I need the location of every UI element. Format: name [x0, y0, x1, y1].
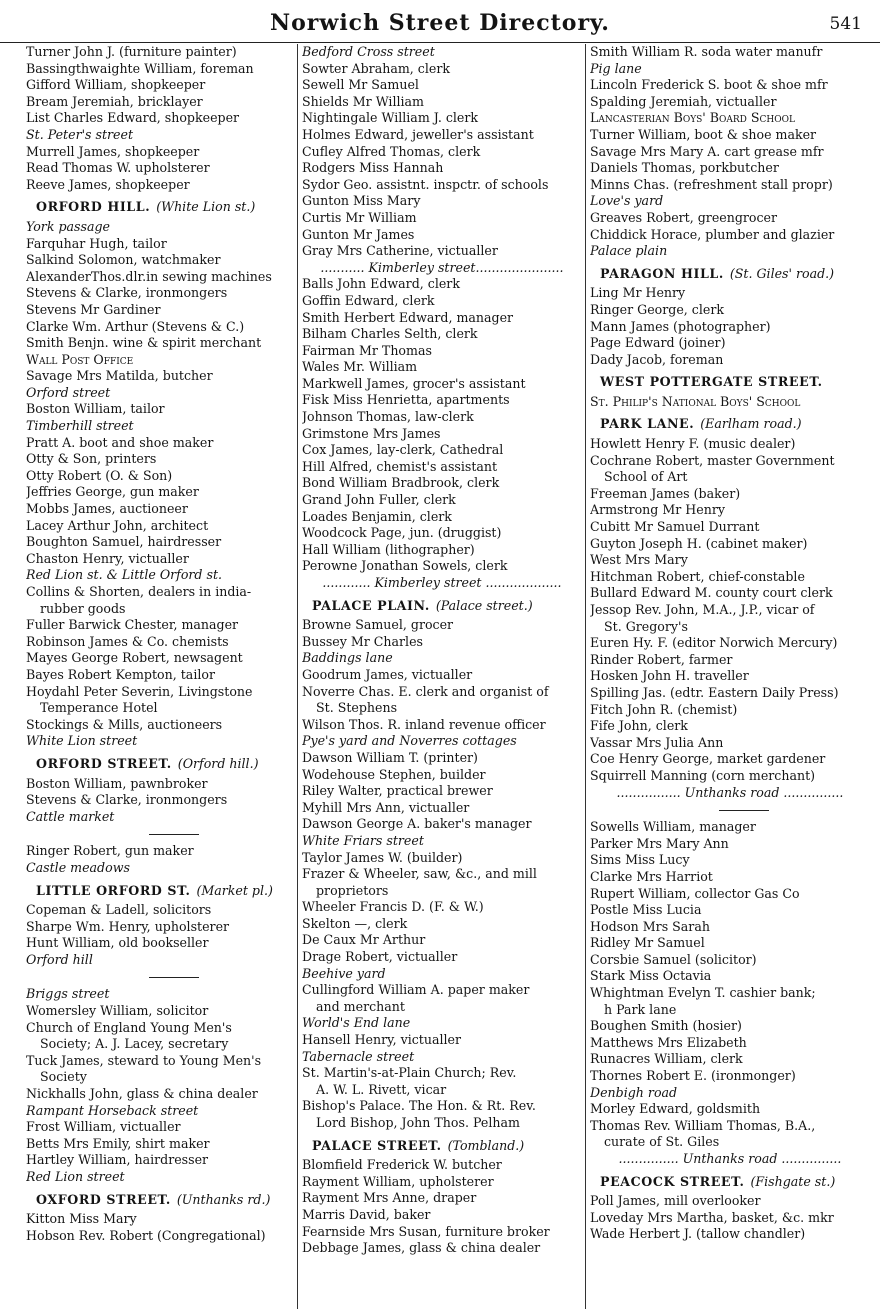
directory-entry: Grimstone Mrs James — [302, 425, 441, 441]
directory-entry: Hosken John H. traveller — [590, 668, 749, 684]
directory-entry: Collins & Shorten, dealers in india- — [26, 584, 252, 599]
sub-location-label: Pye's yard and Noverres cottages — [302, 733, 517, 749]
sub-location-label: World's End lane — [302, 1015, 411, 1031]
street-heading — [302, 1138, 582, 1155]
directory-entry: Ringer Robert, gun maker — [26, 843, 194, 859]
directory-entry: Reeve James, shopkeeper — [26, 176, 190, 192]
street-location: (Unthanks rd.) — [176, 1191, 271, 1207]
directory-entry: Salkind Solomon, watchmaker — [26, 252, 221, 268]
sub-location-label: Rampant Horseback street — [26, 1102, 199, 1118]
directory-entry: Lincoln Frederick S. boot & shoe mfr — [590, 77, 828, 93]
directory-entry: Boston William, pawnbroker — [26, 775, 208, 791]
directory-entry: Minns Chas. (refreshment stall propr) — [590, 176, 833, 192]
directory-entry: Fitch John R. (chemist) — [590, 701, 738, 717]
directory-entry: Poll James, mill overlooker — [590, 1193, 761, 1209]
directory-entry: Hansell Henry, victualler — [302, 1032, 461, 1048]
directory-entry: Robinson James & Co. chemists — [26, 633, 229, 649]
directory-entry: Cochrane Robert, master Government — [590, 452, 835, 468]
entry-continuation: Lord Bishop, John Thos. Pelham — [316, 1115, 520, 1130]
directory-column-1 — [26, 44, 294, 1311]
cross-street-marker: ............ Kimberley street ................... — [322, 575, 562, 590]
directory-entry: De Caux Mr Arthur — [302, 932, 426, 948]
directory-entry: Hodson Mrs Sarah — [590, 918, 710, 934]
sub-location-label: Palace plain — [590, 243, 668, 259]
directory-entry: Grand John Fuller, clerk — [302, 492, 456, 508]
column-divider — [585, 44, 586, 1309]
directory-entry: Stockings & Mills, auctioneers — [26, 716, 223, 732]
section-divider — [590, 801, 870, 819]
page-title: Norwich Street Directory. — [270, 10, 610, 36]
directory-entry: Bond William Bradbrook, clerk — [302, 475, 500, 491]
directory-entry: Savage Mrs Matilda, butcher — [26, 368, 213, 384]
directory-entry: Blomfield Frederick W. butcher — [302, 1157, 502, 1173]
entry-continuation: Society; A. J. Lacey, secretary — [40, 1036, 229, 1052]
directory-entry: Mayes George Robert, newsagent — [26, 650, 243, 666]
street-heading — [590, 1174, 870, 1191]
street-heading — [26, 199, 294, 216]
sub-location-label: York passage — [26, 218, 110, 234]
directory-entry: Wade Herbert J. (tallow chandler) — [590, 1226, 806, 1242]
street-name: WEST POTTERGATE STREET. — [600, 374, 823, 390]
directory-entry: Balls John Edward, clerk — [302, 276, 460, 292]
directory-entry: Postle Miss Lucia — [590, 902, 702, 918]
directory-entry: Frost William, victualler — [26, 1119, 181, 1135]
directory-entry: Browne Samuel, grocer — [302, 617, 454, 633]
directory-entry: Markwell James, grocer's assistant — [302, 375, 526, 391]
street-location: (Orford hill.) — [177, 755, 259, 771]
directory-entry: Betts Mrs Emily, shirt maker — [26, 1135, 210, 1151]
directory-entry: Cufley Alfred Thomas, clerk — [302, 143, 481, 159]
directory-entry: Debbage James, glass & china dealer — [302, 1240, 541, 1256]
entry-continuation: h Park lane — [604, 1001, 677, 1017]
directory-entry: West Mrs Mary — [590, 552, 688, 568]
directory-entry: Turner John J. (furniture painter) — [26, 44, 237, 59]
street-heading — [26, 1192, 294, 1209]
directory-entry: Gray Mrs Catherine, victualler — [302, 243, 498, 259]
directory-entry: Copeman & Ladell, solicitors — [26, 902, 212, 918]
directory-entry: Hitchman Robert, chief-constable — [590, 568, 805, 584]
directory-entry: Hunt William, old bookseller — [26, 935, 209, 951]
directory-entry: Bussey Mr Charles — [302, 633, 423, 649]
entry-continuation: Society — [40, 1069, 87, 1085]
sub-location-label: Denbigh road — [590, 1084, 678, 1100]
directory-entry: St. Martin's-at-Plain Church; Rev. — [302, 1065, 517, 1081]
directory-entry: Ridley Mr Samuel — [590, 935, 705, 951]
directory-entry: Wilson Thos. R. inland revenue officer — [302, 716, 546, 732]
directory-entry: Otty & Son, printers — [26, 451, 157, 467]
entry-continuation: curate of St. Giles — [604, 1134, 720, 1150]
sub-location-label: Castle meadows — [26, 859, 130, 875]
directory-entry: Turner William, boot & shoe maker — [590, 126, 817, 142]
street-name: PARAGON HILL. — [600, 265, 724, 281]
institution-entry: Lancasterian Boys' Board School — [590, 110, 795, 126]
cross-street-marker: ........... Kimberley street...................... — [320, 259, 564, 275]
directory-entry: Hartley William, hairdresser — [26, 1152, 209, 1168]
directory-entry: Otty Robert (O. & Son) — [26, 467, 173, 483]
directory-entry: Bullard Edward M. county court clerk — [590, 585, 833, 601]
street-heading — [26, 756, 294, 773]
directory-entry: Stevens Mr Gardiner — [26, 301, 161, 317]
street-name: PALACE PLAIN. — [312, 597, 430, 613]
directory-entry: Whightman Evelyn T. cashier bank; — [590, 985, 816, 1001]
directory-entry: Guyton Joseph H. (cabinet maker) — [590, 535, 808, 551]
street-name: ORFORD HILL. — [36, 199, 151, 215]
entry-continuation: A. W. L. Rivett, vicar — [316, 1081, 447, 1097]
directory-entry: Dady Jacob, foreman — [590, 351, 724, 367]
street-location: (Palace street.) — [435, 597, 533, 613]
directory-entry: Woodcock Page, jun. (druggist) — [302, 525, 502, 541]
directory-entry: Clarke Mrs Harriot — [590, 868, 713, 884]
directory-entry: Gunton Mr James — [302, 226, 415, 242]
entry-continuation: proprietors — [316, 882, 389, 898]
sub-location-label: White Lion street — [26, 733, 138, 749]
street-location: (St. Giles' road.) — [729, 265, 835, 281]
directory-entry: Sewell Mr Samuel — [302, 77, 419, 93]
directory-entry: Chaston Henry, victualler — [26, 550, 189, 566]
directory-entry: Hill Alfred, chemist's assistant — [302, 458, 498, 474]
directory-entry: Gifford William, shopkeeper — [26, 77, 206, 93]
directory-entry: Rupert William, collector Gas Co — [590, 885, 800, 901]
directory-entry: Boughton Samuel, hairdresser — [26, 534, 222, 550]
sub-location-label: Beehive yard — [302, 965, 386, 981]
directory-entry: Cullingford William A. paper maker — [302, 982, 530, 998]
page-number: 541 — [829, 14, 862, 34]
sub-location-label: Orford hill — [26, 951, 93, 967]
directory-entry: Gunton Miss Mary — [302, 193, 421, 209]
directory-entry: Hall William (lithographer) — [302, 541, 475, 557]
directory-entry: Thomas Rev. William Thomas, B.A., — [590, 1117, 816, 1133]
directory-entry: Stark Miss Octavia — [590, 968, 712, 984]
directory-entry: Rayment Mrs Anne, draper — [302, 1190, 477, 1206]
street-name: PARK LANE. — [600, 416, 695, 432]
street-name: ORFORD STREET. — [36, 755, 172, 771]
sub-location-label: Red Lion street — [26, 1169, 125, 1184]
directory-entry: Drage Robert, victualler — [302, 949, 458, 965]
directory-entry: Smith William R. soda water manufr — [590, 44, 823, 59]
directory-entry: Savage Mrs Mary A. cart grease mfr — [590, 143, 824, 159]
directory-entry: Goffin Edward, clerk — [302, 292, 435, 308]
directory-entry: Rayment William, upholsterer — [302, 1173, 494, 1189]
street-location: (Earlham road.) — [700, 416, 802, 432]
street-location: (Tombland.) — [447, 1137, 525, 1153]
directory-entry: Fisk Miss Henrietta, apartments — [302, 392, 510, 408]
institution-entry: Wall Post Office — [26, 351, 134, 367]
directory-entry: AlexanderThos.dlr.in sewing machines — [26, 268, 272, 284]
entry-continuation: St. Gregory's — [604, 618, 688, 634]
directory-entry: Ringer George, clerk — [590, 301, 724, 317]
directory-entry: Dawson George A. baker's manager — [302, 816, 532, 832]
street-heading — [26, 883, 294, 900]
institution-entry: St. Philip's National Boys' School — [590, 393, 801, 409]
directory-column-2 — [302, 44, 582, 1311]
section-divider — [26, 825, 294, 843]
directory-entry: Sydor Geo. assistnt. inspctr. of schools — [302, 176, 549, 192]
directory-entry: Hobson Rev. Robert (Congregational) — [26, 1227, 266, 1243]
directory-entry: List Charles Edward, shopkeeper — [26, 110, 240, 126]
directory-entry: Kitton Miss Mary — [26, 1211, 137, 1227]
directory-entry: Fuller Barwick Chester, manager — [26, 617, 239, 633]
directory-entry: Stevens & Clarke, ironmongers — [26, 285, 228, 301]
sub-location-label: Briggs street — [26, 986, 110, 1002]
directory-entry: Wales Mr. William — [302, 359, 418, 375]
entry-continuation: and merchant — [316, 998, 405, 1014]
directory-entry: Mobbs James, auctioneer — [26, 501, 188, 517]
directory-entry: Sims Miss Lucy — [590, 852, 690, 868]
directory-entry: Bassingthwaighte William, foreman — [26, 60, 254, 76]
sub-location-label: Red Lion st. & Little Orford st. — [26, 567, 223, 583]
directory-entry: Wodehouse Stephen, builder — [302, 766, 486, 782]
directory-entry: Corsbie Samuel (solicitor) — [590, 951, 757, 967]
directory-entry: Taylor James W. (builder) — [302, 849, 463, 865]
directory-entry: Smith Benjn. wine & spirit merchant — [26, 335, 262, 351]
directory-entry: Matthews Mrs Elizabeth — [590, 1034, 747, 1050]
directory-entry: Squirrell Manning (corn merchant) — [590, 767, 816, 783]
directory-entry: Frazer & Wheeler, saw, &c., and mill — [302, 866, 537, 882]
directory-entry: Cox James, lay-clerk, Cathedral — [302, 442, 504, 458]
street-heading — [302, 598, 582, 615]
entry-continuation: rubber goods — [40, 600, 126, 616]
directory-entry: Thornes Robert E. (ironmonger) — [590, 1068, 796, 1084]
directory-entry: Spilling Jas. (edtr. Eastern Daily Press) — [590, 684, 839, 700]
directory-entry: Jessop Rev. John, M.A., J.P., vicar of — [590, 602, 815, 617]
directory-entry: Boughen Smith (hosier) — [590, 1018, 742, 1034]
directory-entry: Myhill Mrs Ann, victualler — [302, 799, 470, 815]
directory-entry: Coe Henry George, market gardener — [590, 751, 826, 767]
sub-location-label: Orford street — [26, 384, 111, 400]
directory-entry: Vassar Mrs Julia Ann — [590, 734, 724, 750]
sub-location-label: Love's yard — [590, 193, 664, 209]
directory-entry: Skelton —, clerk — [302, 915, 408, 931]
directory-entry: Church of England Young Men's — [26, 1019, 232, 1035]
directory-entry: Parker Mrs Mary Ann — [590, 835, 729, 851]
directory-entry: Perowne Jonathan Sowels, clerk — [302, 558, 508, 574]
directory-entry: Jeffries George, gun maker — [26, 484, 199, 500]
column-divider — [297, 44, 298, 1309]
directory-entry: Johnson Thomas, law-clerk — [302, 409, 474, 425]
directory-entry: Freeman James (baker) — [590, 485, 741, 501]
directory-entry: Howlett Henry F. (music dealer) — [590, 436, 796, 452]
entry-continuation: Temperance Hotel — [40, 700, 158, 716]
sub-location-label: White Friars street — [302, 832, 424, 848]
directory-entry: Bream Jeremiah, bricklayer — [26, 93, 203, 109]
sub-location-label: Tabernacle street — [302, 1048, 415, 1064]
directory-entry: Runacres William, clerk — [590, 1051, 743, 1067]
directory-entry: Bayes Robert Kempton, tailor — [26, 666, 215, 682]
directory-entry: Smith Herbert Edward, manager — [302, 309, 514, 325]
directory-entry: Clarke Wm. Arthur (Stevens & C.) — [26, 318, 245, 334]
directory-entry: Euren Hy. F. (editor Norwich Mercury) — [590, 635, 838, 651]
street-heading — [590, 266, 870, 283]
directory-entry: Farquhar Hugh, tailor — [26, 235, 167, 251]
directory-column-3 — [590, 44, 870, 1311]
directory-entry: Ling Mr Henry — [590, 285, 686, 301]
directory-entry: Sharpe Wm. Henry, upholsterer — [26, 918, 230, 934]
directory-entry: Hoydahl Peter Severin, Livingstone — [26, 683, 253, 699]
entry-continuation: St. Stephens — [316, 700, 398, 716]
directory-entry: Nightingale William J. clerk — [302, 110, 479, 126]
directory-entry: Wheeler Francis D. (F. & W.) — [302, 899, 484, 915]
sub-location-label: Baddings lane — [302, 650, 393, 666]
directory-entry: Murrell James, shopkeeper — [26, 143, 200, 159]
directory-entry: Morley Edward, goldsmith — [590, 1101, 761, 1117]
directory-entry: Tuck James, steward to Young Men's — [26, 1052, 262, 1068]
street-name: PALACE STREET. — [312, 1137, 442, 1153]
sub-location-label: Cattle market — [26, 808, 115, 824]
directory-entry: Holmes Edward, jeweller's assistant — [302, 126, 534, 142]
directory-entry: Goodrum James, victualler — [302, 666, 473, 682]
street-name: LITTLE ORFORD ST. — [36, 882, 191, 898]
directory-entry: Womersley William, solicitor — [26, 1003, 209, 1019]
street-heading — [590, 416, 870, 433]
directory-entry: Dawson William T. (printer) — [302, 749, 478, 765]
directory-entry: Fearnside Mrs Susan, furniture broker — [302, 1223, 550, 1239]
directory-entry: Rinder Robert, farmer — [590, 651, 733, 667]
entry-continuation: School of Art — [604, 469, 688, 485]
sub-location-label: Bedford Cross street — [302, 44, 435, 59]
directory-entry: Marris David, baker — [302, 1206, 431, 1222]
directory-entry: Sowter Abraham, clerk — [302, 60, 450, 76]
directory-entry: Rodgers Miss Hannah — [302, 160, 444, 176]
cross-street-marker: ................ Unthanks road ............... — [616, 784, 844, 800]
directory-entry: Shields Mr William — [302, 93, 424, 109]
street-name: PEACOCK STREET. — [600, 1173, 745, 1189]
cross-street-marker: ............... Unthanks road ............... — [618, 1151, 842, 1166]
directory-entry: Stevens & Clarke, ironmongers — [26, 792, 228, 808]
directory-entry: Sowells William, manager — [590, 819, 756, 835]
directory-entry: Read Thomas W. upholsterer — [26, 160, 210, 176]
directory-entry: Cubitt Mr Samuel Durrant — [590, 519, 760, 535]
sub-location-label: Pig lane — [590, 60, 642, 76]
directory-entry: Boston William, tailor — [26, 401, 165, 417]
directory-entry: Page Edward (joiner) — [590, 335, 726, 351]
directory-entry: Greaves Robert, greengrocer — [590, 209, 778, 225]
directory-entry: Chiddick Horace, plumber and glazier — [590, 226, 835, 242]
sub-location-label: St. Peter's street — [26, 126, 134, 142]
directory-entry: Noverre Chas. E. clerk and organist of — [302, 683, 549, 699]
street-location: (Fishgate st.) — [750, 1173, 836, 1189]
directory-entry: Bilham Charles Selth, clerk — [302, 326, 478, 342]
directory-entry: Fairman Mr Thomas — [302, 342, 432, 358]
street-location: (Market pl.) — [196, 882, 273, 898]
directory-entry: Nickhalls John, glass & china dealer — [26, 1086, 258, 1102]
directory-entry: Spalding Jeremiah, victualler — [590, 93, 777, 109]
directory-entry: Curtis Mr William — [302, 209, 417, 225]
section-divider — [26, 968, 294, 986]
directory-entry: Lacey Arthur John, architect — [26, 517, 209, 533]
directory-entry: Daniels Thomas, porkbutcher — [590, 160, 779, 176]
directory-entry: Loades Benjamin, clerk — [302, 508, 452, 524]
page-header — [0, 8, 880, 43]
directory-entry: Fife John, clerk — [590, 718, 688, 734]
street-heading — [590, 374, 870, 391]
street-name: OXFORD STREET. — [36, 1191, 171, 1207]
street-location: (White Lion st.) — [156, 199, 256, 215]
directory-entry: Riley Walter, practical brewer — [302, 783, 493, 799]
directory-entry: Pratt A. boot and shoe maker — [26, 434, 214, 450]
directory-entry: Bishop's Palace. The Hon. & Rt. Rev. — [302, 1098, 536, 1114]
sub-location-label: Timberhill street — [26, 418, 134, 434]
directory-entry: Armstrong Mr Henry — [590, 502, 725, 518]
directory-entry: Loveday Mrs Martha, basket, &c. mkr — [590, 1209, 834, 1225]
directory-entry: Mann James (photographer) — [590, 318, 771, 334]
